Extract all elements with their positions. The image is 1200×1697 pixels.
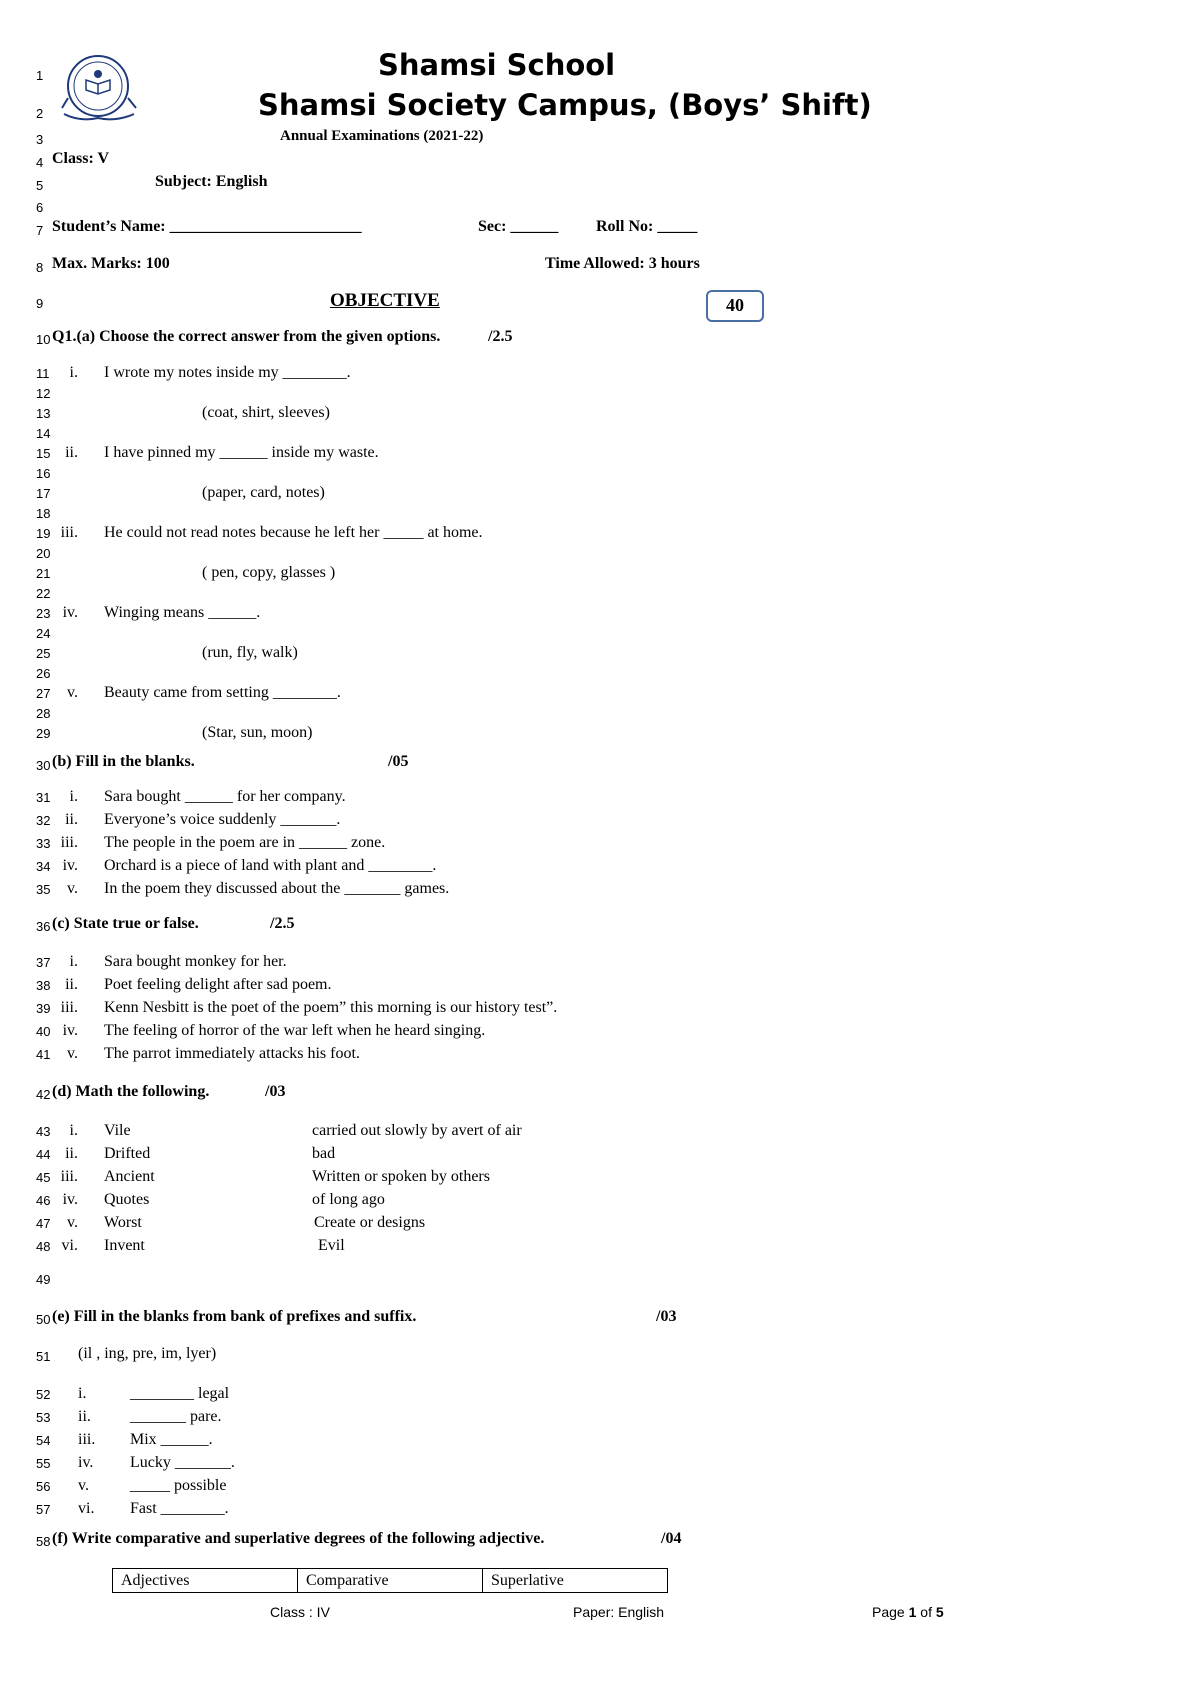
line-number: 20 — [36, 546, 51, 561]
question-text: Mix ______. — [130, 1431, 213, 1448]
table-header-superlative: Superlative — [483, 1569, 668, 1593]
line-number: 10 — [36, 332, 51, 347]
answer-options: (Star, sun, moon) — [202, 724, 313, 741]
line-number: 30 — [36, 758, 51, 773]
line-number: 51 — [36, 1349, 51, 1364]
line-number: 37 — [36, 955, 51, 970]
line-number: 2 — [36, 106, 44, 121]
line-number: 5 — [36, 178, 44, 193]
line-number: 36 — [36, 919, 51, 934]
line-number: 8 — [36, 260, 44, 275]
footer-class: Class : IV — [270, 1604, 330, 1620]
q1f-marks: /04 — [661, 1530, 682, 1547]
question-text: Kenn Nesbitt is the poet of the poem” this morning is our history test”. — [104, 999, 558, 1016]
line-number: 39 — [36, 1001, 51, 1016]
answer-options: (paper, card, notes) — [202, 484, 325, 501]
match-meaning: bad — [312, 1145, 336, 1162]
answer-options: ( pen, copy, glasses ) — [202, 564, 336, 581]
question-text: Winging means ______. — [104, 604, 261, 621]
question-text: I have pinned my ______ inside my waste. — [104, 444, 379, 461]
match-meaning: Create or designs — [314, 1214, 426, 1231]
question-number: v. — [67, 1045, 78, 1062]
question-text: Fast ________. — [130, 1500, 229, 1517]
line-number: 21 — [36, 566, 51, 581]
line-number: 43 — [36, 1124, 51, 1139]
question-number: i. — [69, 788, 78, 805]
line-number: 46 — [36, 1193, 51, 1208]
line-number: 40 — [36, 1024, 51, 1039]
question-number: iv. — [62, 604, 78, 621]
question-text: Poet feeling delight after sad poem. — [104, 976, 332, 993]
question-number: i. — [69, 953, 78, 970]
question-number: iv. — [62, 857, 78, 874]
question-number: iii. — [78, 1431, 96, 1448]
line-number: 4 — [36, 155, 44, 170]
prefix-suffix-bank: (il , ing, pre, im, lyer) — [78, 1345, 217, 1362]
question-text: I wrote my notes inside my ________. — [104, 364, 351, 381]
line-number: 34 — [36, 859, 51, 874]
exam-title: Annual Examinations (2021-22) — [280, 128, 484, 144]
q1b-heading: (b) Fill in the blanks. — [52, 753, 195, 770]
line-number: 52 — [36, 1387, 51, 1402]
question-number: v. — [67, 1214, 78, 1231]
school-logo — [60, 52, 140, 122]
question-text: Everyone’s voice suddenly _______. — [104, 811, 341, 828]
q1a-heading: Q1.(a) Choose the correct answer from the given options. — [52, 328, 441, 345]
line-number: 41 — [36, 1047, 51, 1062]
section-field: Sec: ______ — [478, 218, 559, 235]
question-number: ii. — [78, 1408, 91, 1425]
line-number: 58 — [36, 1534, 51, 1549]
page-total: 5 — [935, 1604, 944, 1620]
question-number: iv. — [62, 1191, 78, 1208]
line-number: 33 — [36, 836, 51, 851]
line-number: 32 — [36, 813, 51, 828]
q1d-marks: /03 — [265, 1083, 286, 1100]
question-number: v. — [67, 684, 78, 701]
line-number: 22 — [36, 586, 51, 601]
q1c-heading: (c) State true or false. — [52, 915, 199, 932]
question-text: He could not read notes because he left her _____ at home. — [104, 524, 483, 541]
question-text: The feeling of horror of the war left when he heard singing. — [104, 1022, 486, 1039]
question-text: Lucky _______. — [130, 1454, 235, 1471]
page-prefix: Page — [872, 1604, 909, 1620]
question-text: In the poem they discussed about the _______ games. — [104, 880, 450, 897]
footer-paper: Paper: English — [573, 1604, 665, 1620]
q1e-heading: (e) Fill in the blanks from bank of prefixes and suffix. — [52, 1308, 417, 1325]
school-crest-icon — [60, 52, 140, 124]
line-number: 18 — [36, 506, 51, 521]
question-number: v. — [67, 880, 78, 897]
question-text: Beauty came from setting ________. — [104, 684, 341, 701]
line-number: 15 — [36, 446, 51, 461]
line-number: 31 — [36, 790, 51, 805]
question-number: i. — [69, 364, 78, 381]
question-number: i. — [69, 1122, 78, 1139]
section-marks-box: 40 — [706, 290, 764, 322]
line-number: 54 — [36, 1433, 51, 1448]
q1e-marks: /03 — [656, 1308, 677, 1325]
question-number: ii. — [65, 444, 78, 461]
campus-name: Shamsi Society Campus, (Boys’ Shift) — [258, 88, 872, 122]
q1f-heading: (f) Write comparative and superlative degrees of the following adjective. — [52, 1530, 545, 1547]
line-number: 53 — [36, 1410, 51, 1425]
question-text: ________ legal — [130, 1385, 230, 1402]
adjective-table — [112, 1568, 668, 1593]
question-text: _____ possible — [130, 1477, 227, 1494]
line-number: 6 — [36, 200, 44, 215]
line-number: 14 — [36, 426, 51, 441]
line-number: 13 — [36, 406, 51, 421]
question-number: iii. — [60, 834, 78, 851]
table-header-comparative: Comparative — [298, 1569, 483, 1593]
line-number: 25 — [36, 646, 51, 661]
question-number: iii. — [60, 999, 78, 1016]
match-word: Drifted — [104, 1145, 151, 1162]
line-number: 3 — [36, 132, 44, 147]
question-number: i. — [78, 1385, 87, 1402]
question-number: iv. — [62, 1022, 78, 1039]
question-text: _______ pare. — [130, 1408, 222, 1425]
question-text: The people in the poem are in ______ zone. — [104, 834, 386, 851]
line-number: 23 — [36, 606, 51, 621]
line-number: 45 — [36, 1170, 51, 1185]
match-meaning: of long ago — [312, 1191, 385, 1208]
line-number: 35 — [36, 882, 51, 897]
line-number: 42 — [36, 1087, 51, 1102]
line-number: 27 — [36, 686, 51, 701]
subject-label: Subject: English — [155, 173, 268, 190]
question-number: ii. — [65, 811, 78, 828]
question-number: ii. — [65, 976, 78, 993]
line-number: 11 — [36, 366, 50, 381]
question-number: iv. — [78, 1454, 94, 1471]
line-number: 55 — [36, 1456, 51, 1471]
q1b-marks: /05 — [388, 753, 409, 770]
max-marks: Max. Marks: 100 — [52, 255, 170, 272]
line-number: 19 — [36, 526, 51, 541]
line-number: 26 — [36, 666, 51, 681]
time-allowed: Time Allowed: 3 hours — [545, 255, 700, 272]
q1d-heading: (d) Math the following. — [52, 1083, 210, 1100]
line-number: 56 — [36, 1479, 51, 1494]
question-number: iii. — [60, 1168, 78, 1185]
question-number: ii. — [65, 1145, 78, 1162]
match-word: Vile — [104, 1122, 131, 1139]
question-text: The parrot immediately attacks his foot. — [104, 1045, 360, 1062]
line-number: 48 — [36, 1239, 51, 1254]
question-number: vi. — [78, 1500, 95, 1517]
answer-options: (coat, shirt, sleeves) — [202, 404, 330, 421]
line-number: 57 — [36, 1502, 51, 1517]
section-title: OBJECTIVE — [330, 290, 440, 311]
school-name: Shamsi School — [378, 48, 616, 82]
page-number: 1 — [908, 1604, 917, 1620]
match-meaning: Evil — [318, 1237, 345, 1254]
line-number: 28 — [36, 706, 51, 721]
answer-options: (run, fly, walk) — [202, 644, 298, 661]
student-name-field: Student’s Name: ________________________ — [52, 218, 362, 235]
table-header-adjectives: Adjectives — [113, 1569, 298, 1593]
match-word: Invent — [104, 1237, 145, 1254]
q1a-marks: /2.5 — [488, 328, 513, 345]
match-word: Worst — [104, 1214, 142, 1231]
match-meaning: Written or spoken by others — [312, 1168, 490, 1185]
line-number: 38 — [36, 978, 51, 993]
footer-page — [872, 1604, 944, 1620]
question-text: Sara bought monkey for her. — [104, 953, 287, 970]
line-number: 50 — [36, 1312, 51, 1327]
line-number: 47 — [36, 1216, 51, 1231]
line-number: 44 — [36, 1147, 51, 1162]
page-mid: of — [916, 1604, 936, 1620]
line-number: 49 — [36, 1272, 51, 1287]
match-word: Ancient — [104, 1168, 155, 1185]
line-number: 24 — [36, 626, 51, 641]
roll-number-field: Roll No: _____ — [596, 218, 698, 235]
line-number: 7 — [36, 223, 44, 238]
question-text: Orchard is a piece of land with plant and ________. — [104, 857, 437, 874]
table-header-row — [113, 1569, 668, 1593]
question-number: v. — [78, 1477, 89, 1494]
line-number: 9 — [36, 296, 44, 311]
match-word: Quotes — [104, 1191, 150, 1208]
line-number: 1 — [36, 68, 44, 83]
q1c-marks: /2.5 — [270, 915, 295, 932]
question-text: Sara bought ______ for her company. — [104, 788, 346, 805]
line-number: 12 — [36, 386, 51, 401]
question-number: vi. — [61, 1237, 78, 1254]
line-number: 17 — [36, 486, 51, 501]
class-label: Class: V — [52, 150, 110, 167]
match-meaning: carried out slowly by avert of air — [312, 1122, 522, 1139]
line-number: 16 — [36, 466, 51, 481]
question-number: iii. — [60, 524, 78, 541]
line-number: 29 — [36, 726, 51, 741]
